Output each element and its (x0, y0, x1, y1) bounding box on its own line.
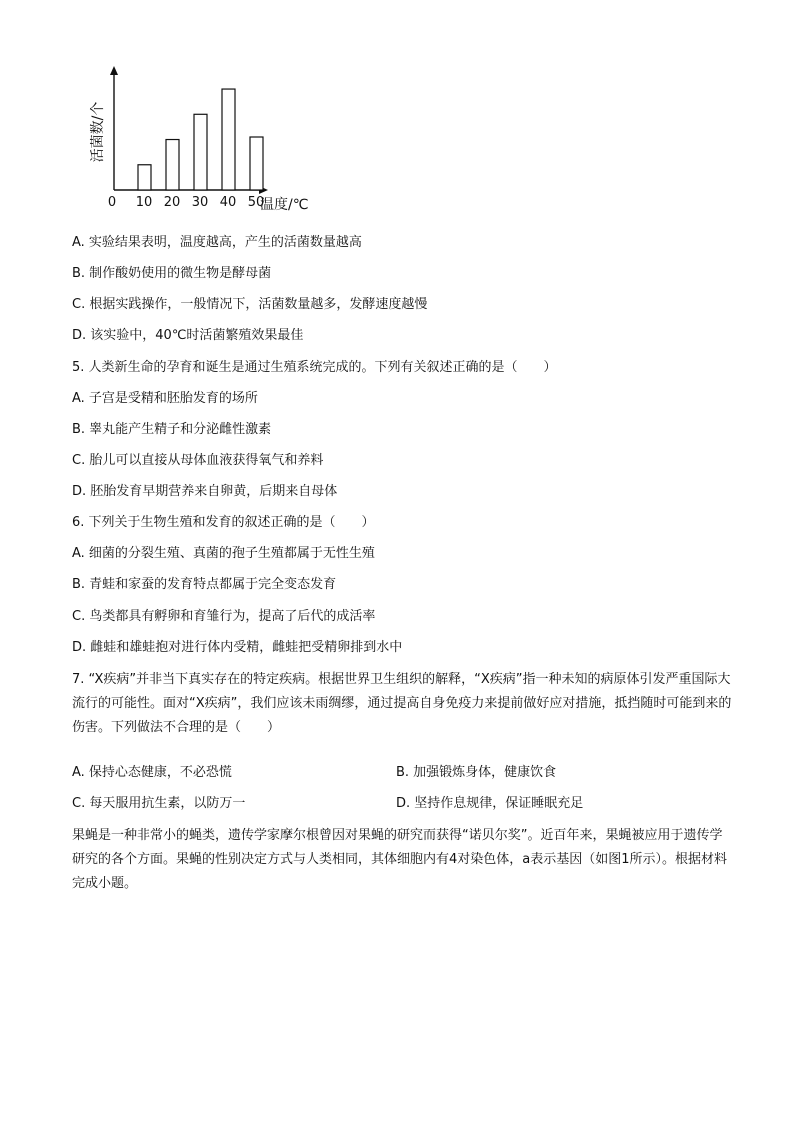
q5-option-d[interactable]: D. 胚胎发育早期营养来自卵黄，后期来自母体 (72, 484, 338, 499)
bar-50 (250, 137, 263, 190)
x-tick-label-0: 0 (107, 195, 117, 210)
q6-option-c[interactable]: C. 鸟类都具有孵卵和育雏行为，提高了后代的成活率 (72, 609, 376, 624)
q7-option-c[interactable]: C. 每天服用抗生素，以防万一 (72, 796, 246, 811)
x-tick-label-20: 20 (163, 195, 181, 210)
q5-option-a[interactable]: A. 子宫是受精和胚胎发育的场所 (72, 391, 258, 406)
x-tick-label-10: 10 (135, 195, 153, 210)
q6-option-b[interactable]: B. 青蛙和家蚕的发育特点都属于完全变态发育 (72, 577, 337, 592)
q5-option-b[interactable]: B. 睾丸能产生精子和分泌雌性激素 (72, 422, 272, 437)
q7-option-a[interactable]: A. 保持心态健康，不必恐慌 (72, 765, 232, 780)
q6-stem: 6. 下列关于生物生殖和发育的叙述正确的是（ ） (72, 515, 375, 530)
x-tick-label-50: 50 (247, 195, 265, 210)
ticks-group (108, 195, 264, 210)
q5-option-c[interactable]: C. 胎儿可以直接从母体血液获得氧气和养料 (72, 453, 324, 468)
bar-chart (80, 60, 340, 220)
q4-option-d[interactable]: D. 该实验中，40℃时活菌繁殖效果最佳 (72, 328, 304, 343)
q4-option-a[interactable]: A. 实验结果表明，温度越高，产生的活菌数量越高 (72, 235, 362, 250)
chart-svg (80, 60, 340, 220)
material-paragraph: 果蝇是一种非常小的蝇类，遗传学家摩尔根曾因对果蝇的研究而获得“诺贝尔奖”。近百年来，果蝇被应用于遗传学研究的各个方面。果蝇的性别决定方式与人类相同，其体细胞内有4对染色体，a表示基因（如图1所示）。根据材料完成小题。 (72, 828, 728, 891)
q4-option-c[interactable]: C. 根据实践操作，一般情况下，活菌数量越多，发酵速度越慢 (72, 297, 428, 312)
bar-20 (166, 140, 179, 190)
bar-40 (222, 89, 235, 190)
q6-option-a[interactable]: A. 细菌的分裂生殖、真菌的孢子生殖都属于无性生殖 (72, 546, 375, 561)
x-tick-label-40: 40 (219, 195, 237, 210)
y-axis-arrow (110, 66, 118, 75)
q7-stem: 7. “X疾病”并非当下真实存在的特定疾病。根据世界卫生组织的解释，“X疾病”指一种未知的病原体引发严重国际大流行的可能性。面对“X疾病”，我们应该未雨绸缪，通过提高自身免疫力来提前做好应对措施，抵挡随时可能到来的伤害。下列做法不合理的是（ ） (72, 672, 732, 735)
q6-option-d[interactable]: D. 雌蛙和雄蛙抱对进行体内受精，雌蛙把受精卵排到水中 (72, 640, 403, 655)
bar-30 (194, 114, 207, 190)
x-axis-label: 温度/℃ (260, 197, 309, 213)
q5-stem: 5. 人类新生命的孕育和诞生是通过生殖系统完成的。下列有关叙述正确的是（ ） (72, 360, 557, 375)
y-axis-label: 活菌数/个 (90, 101, 106, 163)
q4-option-b[interactable]: B. 制作酸奶使用的微生物是酵母菌 (72, 266, 272, 281)
q7-option-d[interactable]: D. 坚持作息规律，保证睡眠充足 (396, 796, 584, 811)
bar-10 (138, 165, 151, 190)
bars-group (138, 89, 263, 190)
q7-option-b[interactable]: B. 加强锻炼身体，健康饮食 (396, 765, 557, 780)
x-tick-label-30: 30 (191, 195, 209, 210)
